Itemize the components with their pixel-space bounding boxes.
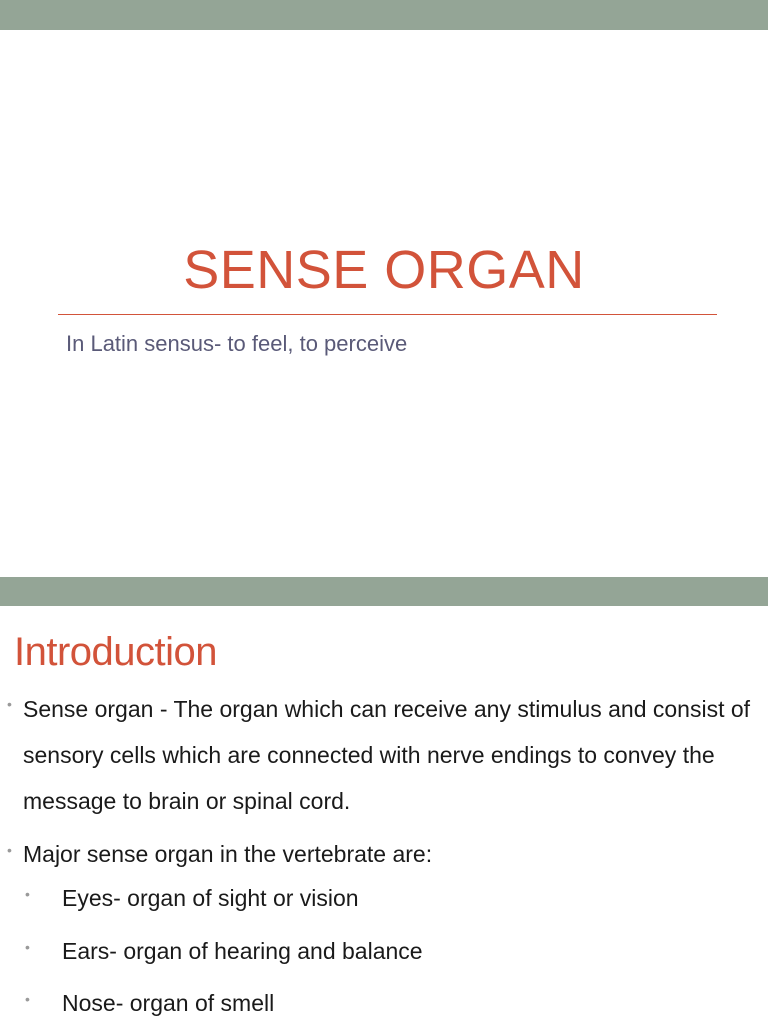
bullet-marker: • (25, 939, 30, 955)
top-color-band (0, 0, 768, 30)
sub-bullet-text: Nose- organ of smell (62, 990, 275, 1016)
slide-subtitle: In Latin sensus- to feel, to perceive (66, 331, 408, 356)
sub-bullet-text: Eyes- organ of sight or vision (62, 885, 359, 911)
bullet-text: Major sense organ in the vertebrate are: (23, 841, 433, 867)
title-divider (58, 314, 717, 315)
bullet-marker: • (25, 991, 30, 1007)
sub-bullet-text: Ears- organ of hearing and balance (62, 938, 423, 964)
bullet-marker: • (7, 696, 12, 712)
title-slide (0, 30, 768, 577)
bullet-marker: • (7, 842, 12, 858)
bullet-marker: • (25, 886, 30, 902)
introduction-slide (0, 606, 768, 1024)
slide-title: SENSE ORGAN (183, 240, 585, 300)
slide-separator-band (0, 577, 768, 606)
section-heading: Introduction (14, 630, 218, 674)
bullet-text: Sense organ - The organ which can receive any stimulus and consist of sensory cells which are connected with nerve endings to convey the message to brain or spinal cord. (23, 696, 751, 814)
